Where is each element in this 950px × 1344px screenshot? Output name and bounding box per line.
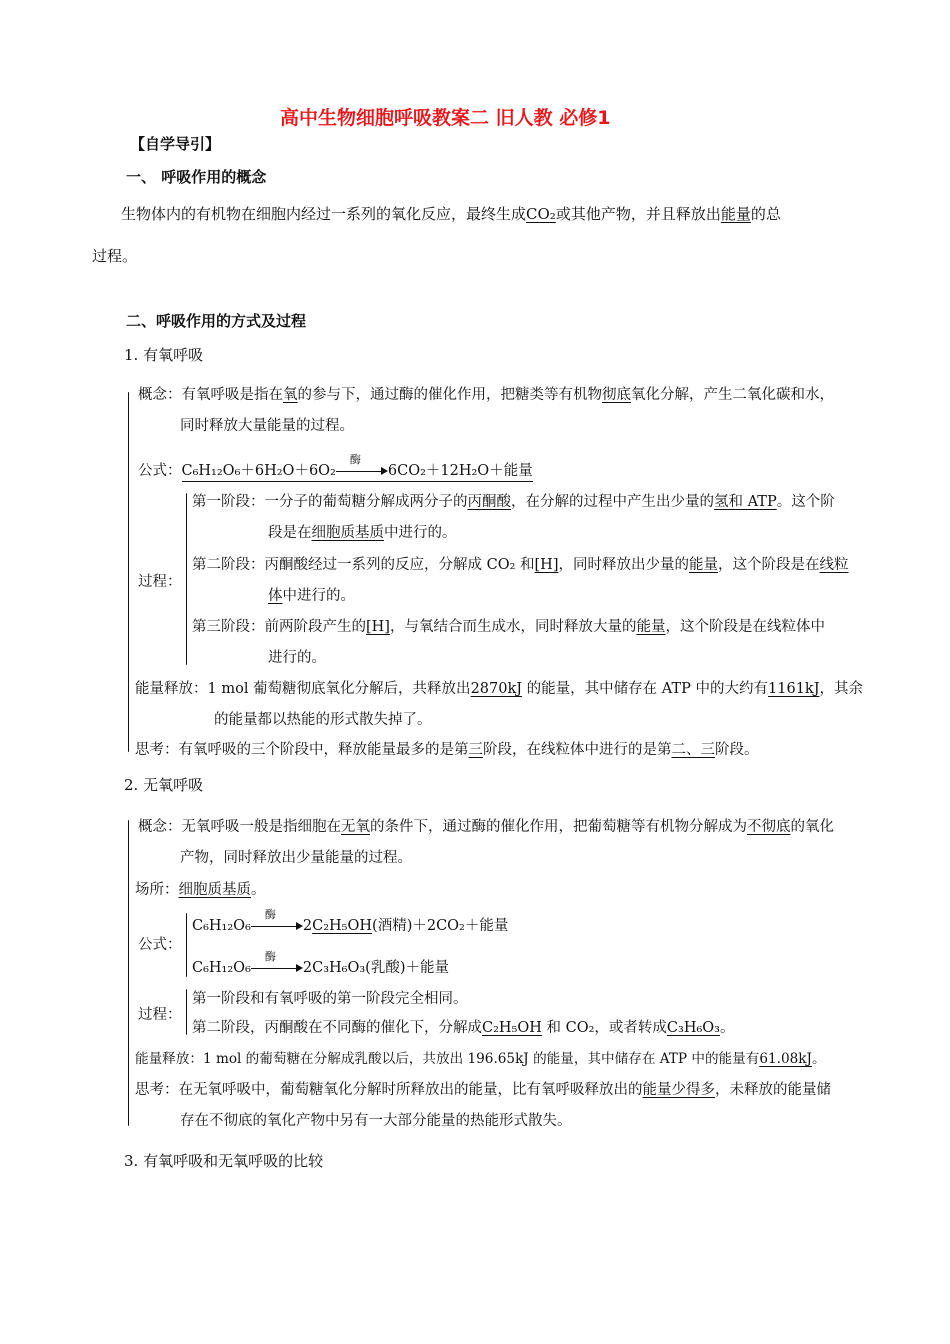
aerobic-stage-brace (186, 493, 187, 665)
section1-paragraph-end: 过程。 (92, 247, 138, 265)
aerobic-stage3-cont: 进行的。 (268, 650, 326, 666)
anaerobic-process2: 第二阶段，丙酮酸在不同酶的催化下，分解成C₂H₅OH 和 CO₂，或者转成C₃H₆O₃。 (192, 1020, 735, 1036)
place-value: 细胞质基质 (178, 882, 251, 898)
anaerobic-formula2: C₆H₁₂O₆ 酶 2C₃H₆O₃(乳酸)＋能量 (192, 950, 449, 976)
aerobic-oxygen: 氧 (283, 387, 298, 403)
aerobic-thorough: 彻底 (602, 387, 631, 403)
aerobic-formula-right: 6CO₂＋12H₂O＋能量 (387, 463, 533, 479)
no-oxygen: 无氧 (341, 819, 370, 835)
section1-heading: 一、 呼吸作用的概念 (126, 168, 267, 186)
anaerobic-concept-cont: 产物，同时释放出少量能量的过程。 (180, 850, 412, 866)
aerobic-concept: 概念：有氧呼吸是指在氧的参与下，通过酶的催化作用，把糖类等有机物彻底氧化分解，产生二氧化碳和水， (138, 387, 834, 403)
s1-text-b: 或其他产物，并且释放出 (555, 205, 721, 223)
aerobic-stage2-cont: 体中进行的。 (268, 588, 355, 604)
stage2-mito-end: 体 (268, 588, 283, 604)
compare-heading: 3. 有氧呼吸和无氧呼吸的比较 (124, 1152, 324, 1170)
aerobic-stage1-cont: 段是在细胞质基质中进行的。 (268, 525, 457, 541)
aerobic-stage1: 第一阶段：一分子的葡萄糖分解成两分子的丙酮酸，在分解的过程中产生出少量的氢和 ATP。这个阶 (192, 494, 835, 510)
aerobic-stage3: 第三阶段：前两阶段产生的[H]，与氧结合而生成水，同时释放大量的能量，这个阶段是在线粒体中 (192, 619, 825, 635)
anaerobic-think: 思考：在无氧呼吸中，葡萄糖氧化分解时所释放出的能量，比有氧呼吸释放出的能量少得多，未释放的能量储 (135, 1082, 831, 1098)
aerobic-process-label: 过程： (138, 574, 182, 590)
process-ethanol: C₂H₅OH (482, 1020, 542, 1036)
aerobic-formula (138, 453, 533, 480)
section2-heading: 二、呼吸作用的方式及过程 (126, 312, 307, 330)
section1-paragraph (121, 203, 781, 224)
enzyme-arrow-icon: 酶 (336, 464, 388, 478)
ethanol-formula: C₂H₅OH (312, 918, 373, 934)
s1-text-c: 的总 (750, 205, 781, 223)
s1-text-a: 生物体内的有机物在细胞内经过一系列的氧化反应，最终生成 (121, 205, 527, 223)
stage2-mito: 线粒 (819, 557, 849, 573)
process-lactic: C₃H₆O₃ (666, 1020, 720, 1036)
aerobic-release: 能量释放：1 mol 葡萄糖彻底氧化分解后，共释放出2870kJ 的能量，其中储存在 ATP 中的大约有1161kJ，其余 (135, 681, 864, 697)
aerobic-heading: 1. 有氧呼吸 (124, 346, 204, 364)
anaerobic-outer-brace (128, 820, 129, 1126)
guide-label: 【自学导引】 (130, 135, 221, 153)
think-stage-most: 三 (468, 742, 483, 758)
think-stage-mito: 二、三 (671, 742, 715, 758)
aerobic-formula-left: C₆H₁₂O₆＋6H₂O＋6O₂ (181, 463, 336, 479)
incomplete: 不彻底 (747, 819, 791, 835)
stage2-h: [H] (534, 557, 559, 573)
enzyme-arrow-icon: 酶 (251, 919, 303, 933)
anaerobic-release: 能量释放：1 mol 的葡萄糖在分解成乳酸以后，共放出 196.65kJ 的能量，其中储存在 ATP 中的能量有61.08kJ。 (135, 1051, 826, 1067)
think-less-energy: 能量少得多 (642, 1082, 715, 1098)
release-total: 2870kJ (470, 681, 523, 697)
aerobic-concept-cont: 同时释放大量能量的过程。 (180, 418, 354, 434)
page-title: 高中生物细胞呼吸教案二 旧人教 必修1 (280, 107, 611, 129)
anaerobic-process-brace (186, 989, 187, 1035)
aerobic-release-cont: 的能量都以热能的形式散失掉了。 (214, 712, 432, 728)
enzyme-arrow-icon: 酶 (251, 961, 303, 975)
stage2-energy: 能量 (688, 557, 718, 573)
release-atp: 1161kJ (768, 681, 820, 697)
anaerobic-formula-label: 公式： (138, 937, 182, 953)
anaerobic-process1: 第一阶段和有氧呼吸的第一阶段完全相同。 (192, 991, 468, 1007)
hydrogen-atp: 氢和 ATP (714, 494, 777, 510)
s1-co2: CO₂ (526, 205, 556, 223)
cytoplasm-matrix: 细胞质基质 (311, 525, 384, 541)
anaerobic-think-cont: 存在不彻底的氧化产物中另有一大部分能量的热能形式散失。 (180, 1113, 572, 1129)
s1-energy: 能量 (720, 205, 751, 223)
anaerobic-atp-energy: 61.08kJ (759, 1051, 812, 1067)
aerobic-outer-brace (128, 392, 129, 752)
aerobic-think: 思考：有氧呼吸的三个阶段中，释放能量最多的是第三阶段，在线粒体中进行的是第二、三阶段。 (135, 742, 759, 758)
anaerobic-concept: 概念：无氧呼吸一般是指细胞在无氧的条件下，通过酶的催化作用，把葡萄糖等有机物分解成为不彻底的氧化 (138, 819, 834, 835)
stage3-h: [H] (366, 619, 390, 635)
pyruvate: 丙酮酸 (467, 494, 511, 510)
anaerobic-process-label: 过程： (138, 1007, 182, 1023)
anaerobic-heading: 2. 无氧呼吸 (124, 776, 204, 794)
aerobic-stage2: 第二阶段：丙酮酸经过一系列的反应，分解成 CO₂ 和[H]，同时释放出少量的能量，这个阶段是在线粒 (192, 557, 849, 573)
stage3-energy: 能量 (636, 619, 666, 635)
anaerobic-formula1: C₆H₁₂O₆ 酶 2C₂H₅OH(酒精)＋2CO₂＋能量 (192, 908, 509, 934)
anaerobic-place: 场所：细胞质基质。 (135, 882, 266, 898)
anaerobic-formula-brace (186, 913, 187, 977)
formula-label: 公式： (138, 463, 182, 479)
